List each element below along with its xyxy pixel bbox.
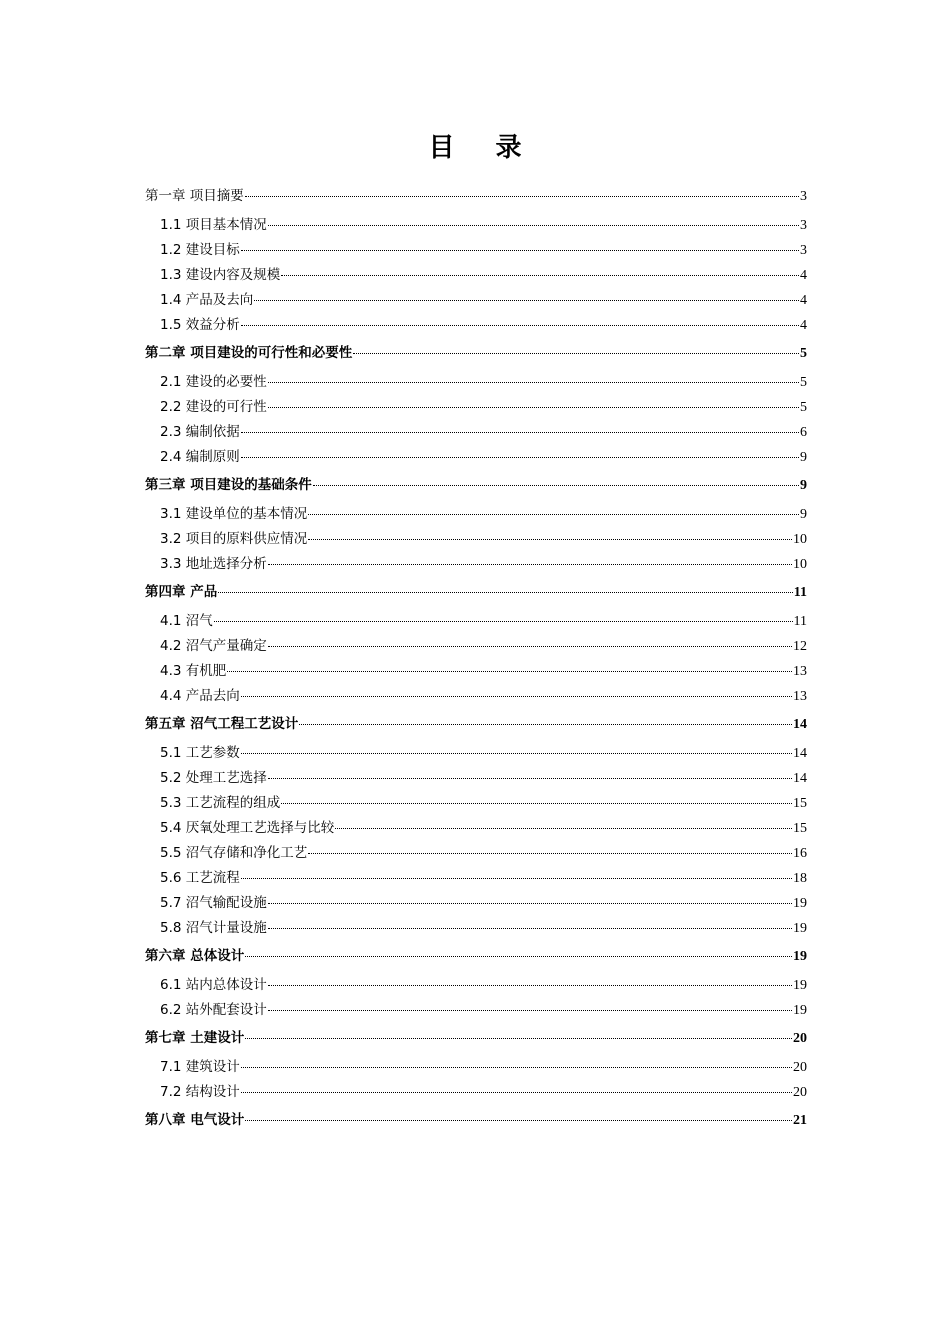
toc-entry-label: 5.2 处理工艺选择 xyxy=(160,770,267,786)
toc-entry-page-number: 20 xyxy=(793,1060,807,1075)
toc-entry-label: 2.2 建设的可行性 xyxy=(160,399,267,415)
toc-section-entry[interactable] xyxy=(145,215,807,235)
toc-entry-label: 2.3 编制依据 xyxy=(160,424,240,440)
toc-entry-label: 第二章 项目建设的可行性和必要性 xyxy=(145,345,353,361)
toc-entry-label: 1.1 项目基本情况 xyxy=(160,217,267,233)
toc-chapter-entry[interactable] xyxy=(145,343,807,363)
toc-entry-label: 7.2 结构设计 xyxy=(160,1084,240,1100)
dot-leader xyxy=(299,723,792,725)
toc-entry-label: 第六章 总体设计 xyxy=(145,948,245,964)
toc-entry-page-number: 5 xyxy=(800,375,807,390)
toc-entry-page-number: 20 xyxy=(793,1031,807,1046)
toc-section-entry[interactable] xyxy=(145,611,807,631)
toc-section-entry[interactable] xyxy=(145,818,807,838)
toc-entry-label: 1.4 产品及去向 xyxy=(160,292,254,308)
toc-entry-page-number: 4 xyxy=(800,293,807,308)
toc-section-entry[interactable] xyxy=(145,893,807,913)
dot-leader xyxy=(268,927,792,929)
dot-leader xyxy=(254,299,799,301)
toc-entry-page-number: 13 xyxy=(793,664,807,679)
toc-chapter-entry[interactable] xyxy=(145,186,807,206)
dot-leader xyxy=(241,695,792,697)
toc-entry-page-number: 3 xyxy=(800,189,807,204)
dot-leader xyxy=(268,777,792,779)
toc-entry-label: 4.2 沼气产量确定 xyxy=(160,638,267,654)
dot-leader xyxy=(313,484,799,486)
dot-leader xyxy=(308,538,792,540)
toc-section-entry[interactable] xyxy=(145,265,807,285)
toc-section-entry[interactable] xyxy=(145,793,807,813)
toc-entry-page-number: 3 xyxy=(800,218,807,233)
toc-entry-page-number: 21 xyxy=(793,1113,807,1128)
dot-leader xyxy=(241,877,792,879)
toc-entry-page-number: 14 xyxy=(793,717,807,732)
toc-entry-label: 6.2 站外配套设计 xyxy=(160,1002,267,1018)
toc-entry-label: 7.1 建筑设计 xyxy=(160,1059,240,1075)
toc-chapter-entry[interactable] xyxy=(145,946,807,966)
dot-leader xyxy=(241,249,799,251)
toc-entry-label: 1.2 建设目标 xyxy=(160,242,240,258)
dot-leader xyxy=(214,620,793,622)
dot-leader xyxy=(241,431,799,433)
dot-leader xyxy=(268,902,792,904)
toc-entry-label: 1.3 建设内容及规模 xyxy=(160,267,281,283)
toc-entry-page-number: 9 xyxy=(800,450,807,465)
toc-entry-label: 第四章 产品 xyxy=(145,584,218,600)
dot-leader xyxy=(281,802,792,804)
toc-entry-label: 3.1 建设单位的基本情况 xyxy=(160,506,308,522)
toc-entry-label: 第三章 项目建设的基础条件 xyxy=(145,477,312,493)
toc-chapter-entry[interactable] xyxy=(145,582,807,602)
toc-section-entry[interactable] xyxy=(145,868,807,888)
dot-leader xyxy=(245,1119,792,1121)
toc-entry-page-number: 11 xyxy=(793,585,807,600)
toc-entry-label: 5.4 厌氧处理工艺选择与比较 xyxy=(160,820,335,836)
toc-entry-page-number: 10 xyxy=(793,532,807,547)
toc-entry-page-number: 5 xyxy=(800,346,807,361)
dot-leader xyxy=(353,352,799,354)
toc-entry-page-number: 10 xyxy=(793,557,807,572)
toc-entry-page-number: 9 xyxy=(800,507,807,522)
toc-chapter-entry[interactable] xyxy=(145,1110,807,1130)
toc-entry-label: 5.3 工艺流程的组成 xyxy=(160,795,281,811)
dot-leader xyxy=(218,591,793,593)
toc-entry-page-number: 14 xyxy=(793,746,807,761)
toc-section-entry[interactable] xyxy=(145,422,807,442)
toc-section-entry[interactable] xyxy=(145,504,807,524)
toc-section-entry[interactable] xyxy=(145,743,807,763)
toc-entry-label: 3.3 地址选择分析 xyxy=(160,556,267,572)
toc-section-entry[interactable] xyxy=(145,686,807,706)
toc-chapter-entry[interactable] xyxy=(145,1028,807,1048)
toc-section-entry[interactable] xyxy=(145,315,807,335)
toc-entry-label: 4.4 产品去向 xyxy=(160,688,240,704)
toc-entry-label: 5.6 工艺流程 xyxy=(160,870,240,886)
toc-section-entry[interactable] xyxy=(145,1057,807,1077)
dot-leader xyxy=(241,752,792,754)
toc-entry-page-number: 13 xyxy=(793,689,807,704)
toc-entry-label: 4.1 沼气 xyxy=(160,613,213,629)
toc-chapter-entry[interactable] xyxy=(145,475,807,495)
toc-section-entry[interactable] xyxy=(145,290,807,310)
toc-section-entry[interactable] xyxy=(145,240,807,260)
toc-entry-page-number: 4 xyxy=(800,318,807,333)
dot-leader xyxy=(245,955,792,957)
toc-chapter-entry[interactable] xyxy=(145,714,807,734)
dot-leader xyxy=(268,563,792,565)
dot-leader xyxy=(335,827,792,829)
toc-entry-page-number: 15 xyxy=(793,821,807,836)
toc-entry-label: 第八章 电气设计 xyxy=(145,1112,245,1128)
toc-entry-page-number: 12 xyxy=(793,639,807,654)
dot-leader xyxy=(241,1066,792,1068)
toc-entry-label: 6.1 站内总体设计 xyxy=(160,977,267,993)
toc-entry-label: 5.5 沼气存储和净化工艺 xyxy=(160,845,308,861)
dot-leader xyxy=(268,406,799,408)
toc-entry-page-number: 19 xyxy=(793,896,807,911)
toc-section-entry[interactable] xyxy=(145,1000,807,1020)
dot-leader xyxy=(281,274,799,276)
toc-section-entry[interactable] xyxy=(145,554,807,574)
toc-entry-page-number: 19 xyxy=(793,978,807,993)
dot-leader xyxy=(245,195,799,197)
toc-entry-page-number: 9 xyxy=(800,478,807,493)
dot-leader xyxy=(241,324,799,326)
toc-entry-label: 2.1 建设的必要性 xyxy=(160,374,267,390)
dot-leader xyxy=(268,1009,792,1011)
toc-entry-label: 5.1 工艺参数 xyxy=(160,745,240,761)
toc-entry-page-number: 19 xyxy=(793,921,807,936)
toc-section-entry[interactable] xyxy=(145,397,807,417)
dot-leader xyxy=(245,1037,792,1039)
toc-entry-page-number: 6 xyxy=(800,425,807,440)
toc-entry-page-number: 20 xyxy=(793,1085,807,1100)
toc-section-entry[interactable] xyxy=(145,372,807,392)
toc-section-entry[interactable] xyxy=(145,529,807,549)
toc-entry-page-number: 4 xyxy=(800,268,807,283)
toc-section-entry[interactable] xyxy=(145,975,807,995)
toc-section-entry[interactable] xyxy=(145,661,807,681)
toc-section-entry[interactable] xyxy=(145,636,807,656)
toc-entry-page-number: 11 xyxy=(793,614,807,629)
toc-section-entry[interactable] xyxy=(145,843,807,863)
toc-entry-page-number: 19 xyxy=(793,949,807,964)
dot-leader xyxy=(227,670,792,672)
toc-entry-label: 1.5 效益分析 xyxy=(160,317,240,333)
toc-entry-page-number: 15 xyxy=(793,796,807,811)
dot-leader xyxy=(268,645,792,647)
toc-entry-label: 第一章 项目摘要 xyxy=(145,188,244,204)
toc-entry-label: 第七章 土建设计 xyxy=(145,1030,245,1046)
toc-entry-page-number: 14 xyxy=(793,771,807,786)
toc-entry-label: 第五章 沼气工程工艺设计 xyxy=(145,716,299,732)
toc-entry-label: 3.2 项目的原料供应情况 xyxy=(160,531,308,547)
dot-leader xyxy=(308,852,792,854)
toc-section-entry[interactable] xyxy=(145,768,807,788)
toc-section-entry[interactable] xyxy=(145,1082,807,1102)
toc-entry-page-number: 3 xyxy=(800,243,807,258)
dot-leader xyxy=(241,456,799,458)
toc-entry-label: 5.7 沼气输配设施 xyxy=(160,895,267,911)
toc-title: 目 录 xyxy=(428,133,538,163)
toc-entry-page-number: 5 xyxy=(800,400,807,415)
toc-section-entry[interactable] xyxy=(145,447,807,467)
toc-entry-label: 5.8 沼气计量设施 xyxy=(160,920,267,936)
toc-entry-page-number: 18 xyxy=(793,871,807,886)
toc-section-entry[interactable] xyxy=(145,918,807,938)
dot-leader xyxy=(268,224,799,226)
dot-leader xyxy=(308,513,799,515)
dot-leader xyxy=(268,381,799,383)
toc-entry-page-number: 19 xyxy=(793,1003,807,1018)
toc-entry-label: 2.4 编制原则 xyxy=(160,449,240,465)
dot-leader xyxy=(241,1091,792,1093)
dot-leader xyxy=(268,984,792,986)
toc-entry-label: 4.3 有机肥 xyxy=(160,663,227,679)
toc-entry-page-number: 16 xyxy=(793,846,807,861)
toc-list xyxy=(145,184,807,1139)
